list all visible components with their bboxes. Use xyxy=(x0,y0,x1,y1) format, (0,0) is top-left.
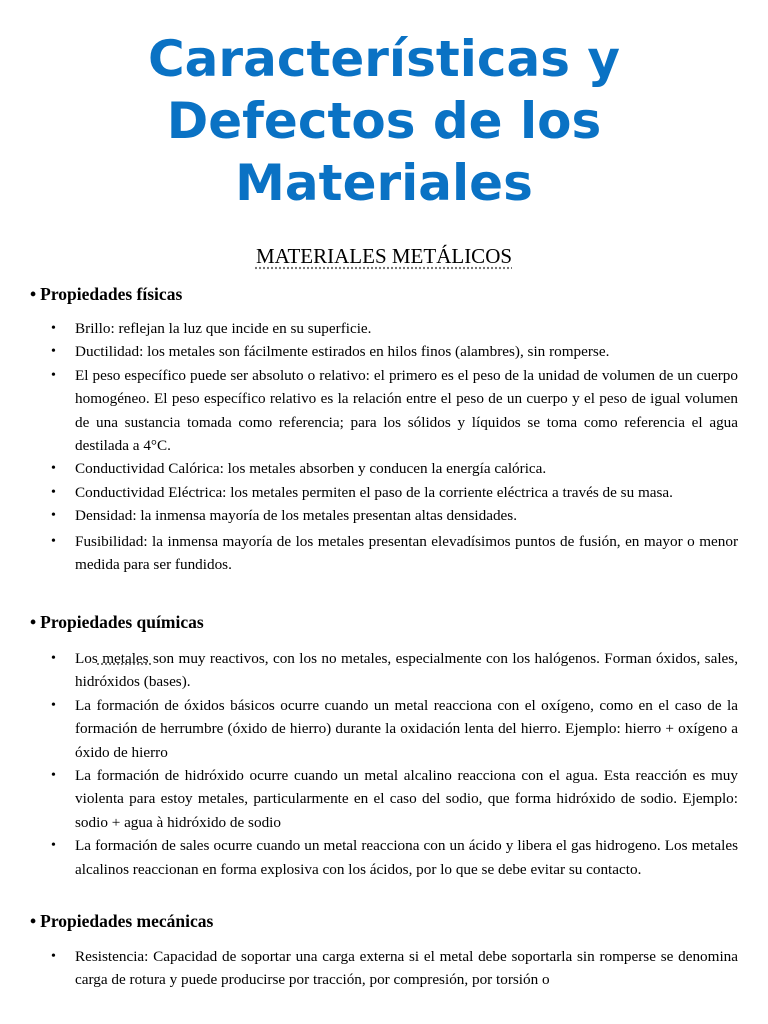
subheading-quimicas xyxy=(30,611,204,633)
list-quimicas xyxy=(0,647,768,881)
title-line: Materiales xyxy=(235,154,533,212)
bullet: • xyxy=(51,461,56,477)
list-item: • La formación de óxidos básicos ocurre cuando un metal reacciona con el oxígeno, como en el caso de la formación de herrumbre (óxido de hierro) durante la oxidación lenta del hierro. Ejemplo: hierro + oxígeno a óxido de hierro xyxy=(0,694,768,764)
bullet: • xyxy=(51,651,56,666)
list-item: • El peso específico puede ser absoluto o relativo: el primero es el peso de la unidad de volumen de un cuerpo homogéneo. El peso específico relativo es la relación entre el peso de un cuerpo y el peso de igual volumen de una sustancia tomada como referencia; para los sólidos y líquidos se toma como referencia el agua destilada a 4°C. xyxy=(0,364,768,458)
subheading-fisicas xyxy=(30,283,182,305)
section-heading-text: MATERIALES METÁLICOS xyxy=(255,244,513,268)
document-title xyxy=(0,28,768,214)
list-item: • Conductividad Calórica: los metales absorben y conducen la energía calórica. xyxy=(0,457,768,480)
list-item: • Densidad: la inmensa mayoría de los metales presentan altas densidades. xyxy=(0,504,768,527)
list-item: • Resistencia: Capacidad de soportar una carga externa si el metal debe soportarla sin romperse se denomina carga de rotura y puede producirse por tracción, por compresión, por torsión o xyxy=(0,945,768,992)
bullet: • xyxy=(51,367,56,383)
list-item: • La formación de hidróxido ocurre cuando un metal alcalino reacciona con el agua. Esta reacción es muy violenta para estoy metales, particularmente en el caso del sodio, que forma hidróxido de sodio. Ejemplo: sodio + agua à hidróxido de sodio xyxy=(0,764,768,834)
bullet: • xyxy=(51,344,56,360)
bullet: • xyxy=(51,768,56,784)
subheading-text: Propiedades mecánicas xyxy=(40,911,214,931)
section-heading xyxy=(0,243,768,269)
list-item: • Los metales son muy reactivos, con los no metales, especialmente con los halógenos. Forman óxidos, sales, hidróxidos (bases). xyxy=(0,647,768,694)
bullet: • xyxy=(51,484,56,500)
bullet: • xyxy=(51,533,56,549)
bullet: • xyxy=(51,838,56,854)
bullet: • xyxy=(51,321,56,336)
list-mecanicas xyxy=(0,945,768,992)
list-item: • Conductividad Eléctrica: los metales permiten el paso de la corriente eléctrica a través de su masa. xyxy=(0,481,768,504)
subheading-text: Propiedades químicas xyxy=(40,612,204,632)
subheading-text: Propiedades físicas xyxy=(40,284,183,304)
title-line: Características y xyxy=(147,30,621,88)
bullet: • xyxy=(30,612,37,632)
list-item: • La formación de sales ocurre cuando un metal reacciona con un ácido y libera el gas hidrogeno. Los metales alcalinos reaccionan en forma explosiva con los ácidos, por lo que se debe evitar su contacto. xyxy=(0,834,768,881)
list-item: • Brillo: reflejan la luz que incide en su superficie. xyxy=(0,317,768,340)
title-line: Defectos de los xyxy=(166,92,602,150)
bullet: • xyxy=(30,911,37,931)
subheading-mecanicas xyxy=(30,910,213,932)
bullet: • xyxy=(51,508,56,524)
bullet: • xyxy=(51,949,56,964)
list-item: • Ductilidad: los metales son fácilmente estirados en hilos finos (alambres), sin romperse. xyxy=(0,340,768,363)
bullet: • xyxy=(51,697,56,713)
list-item: • Fusibilidad: la inmensa mayoría de los metales presentan elevadísimos puntos de fusión, en mayor o menor medida para ser fundidos. xyxy=(0,530,768,577)
list-fisicas xyxy=(0,317,768,576)
bullet: • xyxy=(30,284,37,304)
